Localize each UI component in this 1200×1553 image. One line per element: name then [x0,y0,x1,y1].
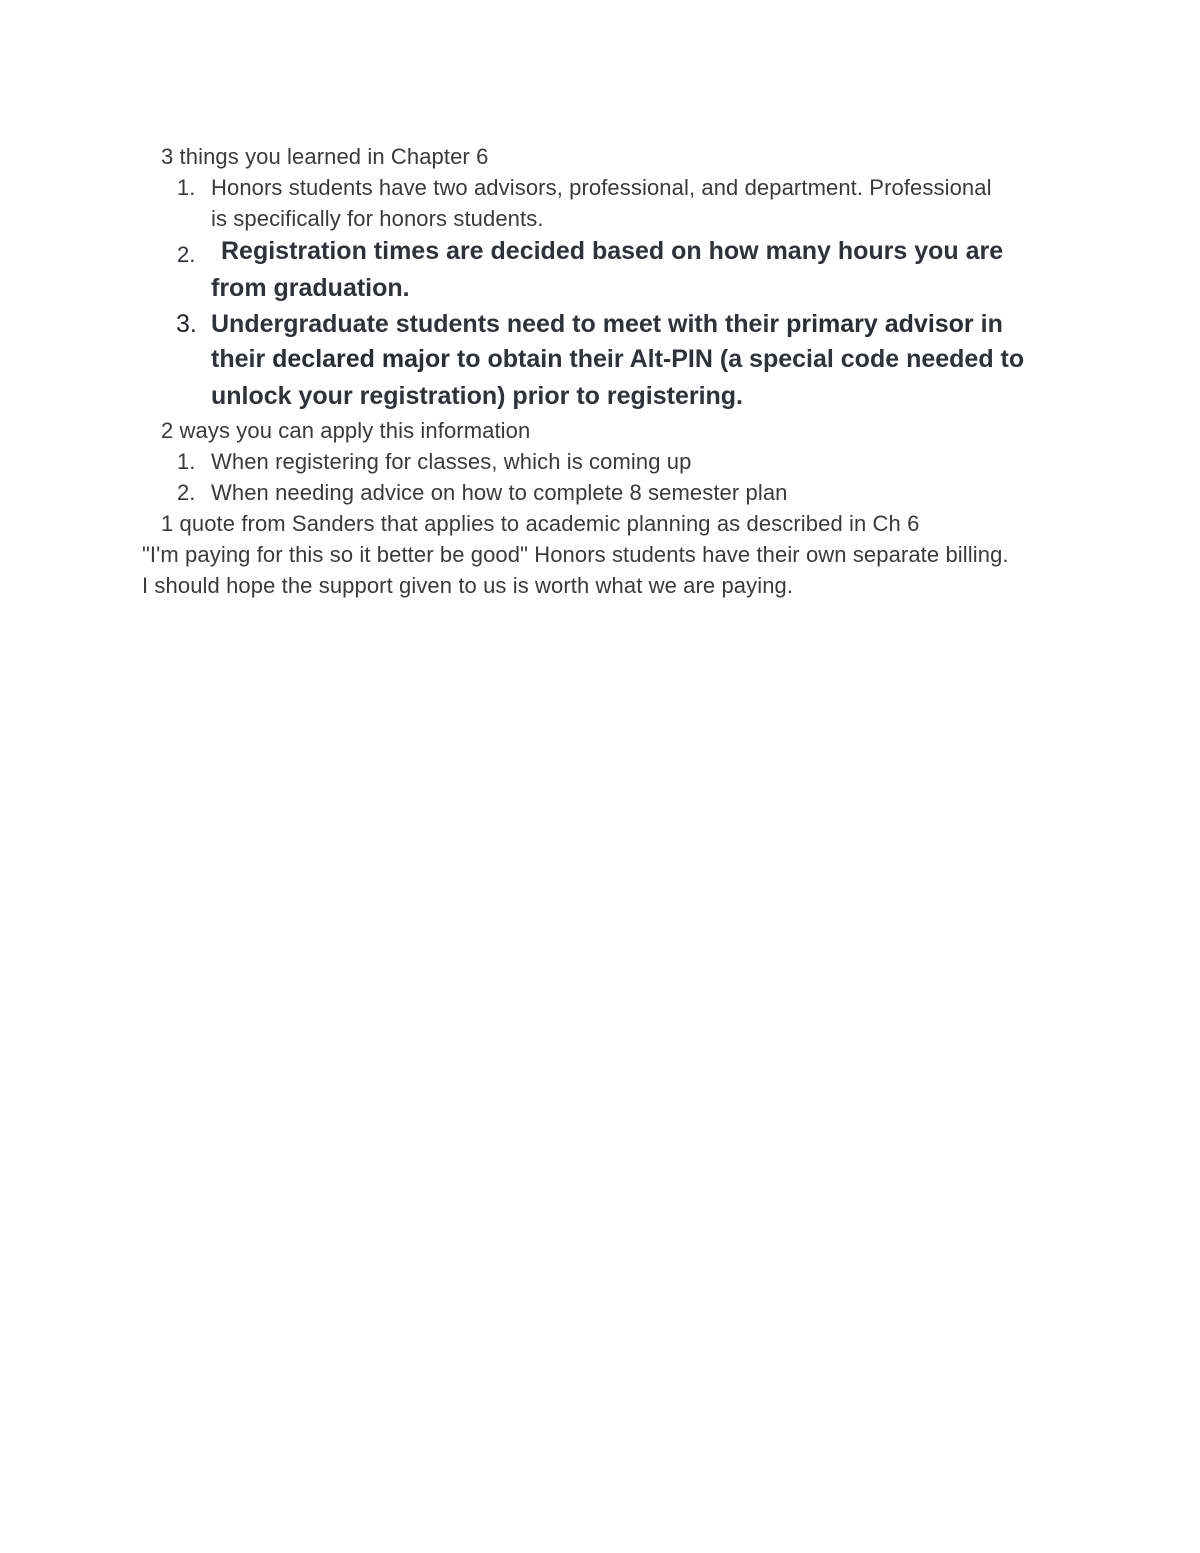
learned-item-3-line-2-end: to obtain their Alt-PIN (a special code needed to [449,345,1025,373]
heading-learned: 3 things you learned in Chapter 6 [161,144,489,169]
learned-item-1-line-2: is specifically for honors students. [211,206,544,231]
apply-item-1-number: 1. [177,449,196,474]
apply-item-1-text: When registering for classes, which is coming up [211,449,692,474]
learned-item-3-line-1-start: Undergraduate students need to meet with their [211,310,787,338]
learned-item-1-line-1: Honors students have two advisors, professional, and department. Professional [211,175,992,200]
learned-item-2-line-2: from graduation. [211,274,410,302]
learned-item-2-number: 2. [177,242,196,267]
learned-item-3-number: 3. [176,310,197,338]
learned-item-1-number: 1. [177,175,196,200]
declared-major-emphasis: declared major [272,345,450,373]
quote-line-2: I should hope the support given to us is worth what we are paying. [142,573,794,598]
apply-item-2-text: When needing advice on how to complete 8 semester plan [211,480,788,505]
learned-item-2-line-1: Registration times are decided based on how many hours you are [221,237,1004,265]
heading-apply: 2 ways you can apply this information [161,418,531,443]
heading-quote: 1 quote from Sanders that applies to academic planning as described in Ch 6 [161,511,920,536]
apply-item-2-number: 2. [177,480,196,505]
learned-item-3-line-1 [211,310,1003,339]
learned-item-3-line-2-start: their [211,345,273,373]
learned-item-3-line-1-end: in [973,310,1003,338]
learned-item-3-line-3: unlock your registration) prior to registering. [211,382,744,410]
learned-item-3-line-2 [211,345,1024,374]
primary-advisor-emphasis: primary advisor [786,310,974,338]
quote-line-1: "I'm paying for this so it better be good" Honors students have their own separate billing. [142,542,1009,567]
